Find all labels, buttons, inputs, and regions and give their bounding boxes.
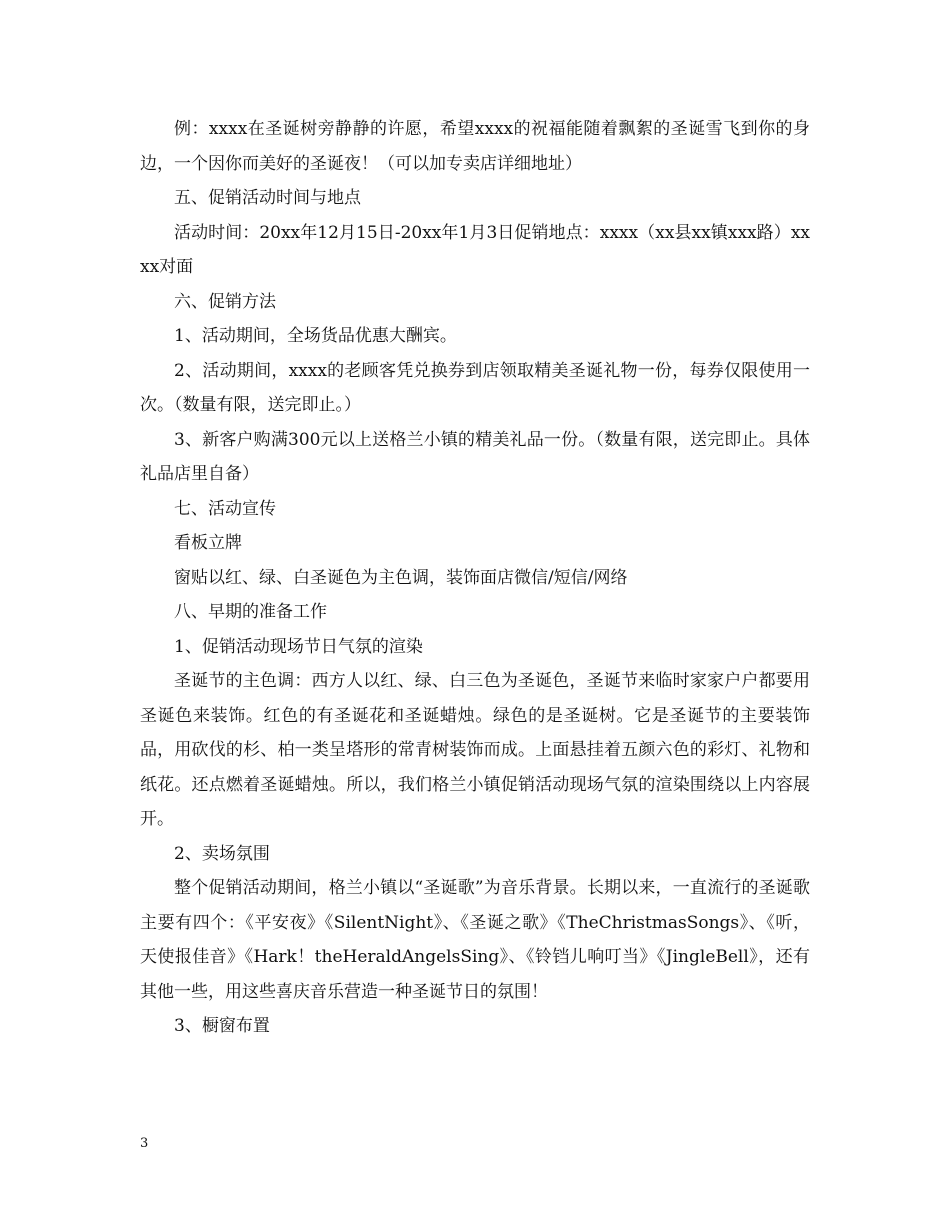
list-item-prep-1: 1、促销活动现场节日气氛的渲染 — [174, 636, 423, 657]
document-body — [140, 112, 810, 1044]
paragraph-christmas-songs: 整个促销活动期间，格兰小镇以“圣诞歌”为音乐背景。长期以来，一直流行的圣诞歌主要有四个：《平安夜》《SilentNight》、《圣诞之歌》《TheChristmasSongs》、《听，天使报佳音》《Hark！theHeraldAngelsSing》、《铃铛儿响叮当》《JingleBell》，还有其他一些，用这些喜庆音乐营造一种圣诞节日的氛围！ — [140, 878, 810, 1002]
list-item-method-2: 2、活动期间，xxxx的老顾客凭兑换券到店领取精美圣诞礼物一份，每券仅限使用一次。（数量有限，送完即止。） — [140, 360, 810, 415]
paragraph-signboard: 看板立牌 — [174, 533, 242, 553]
list-item-prep-3: 3、橱窗布置 — [174, 1016, 270, 1036]
list-item-method-1: 1、活动期间，全场货品优惠大酬宾。 — [174, 326, 457, 346]
list-item-method-3: 3、新客户购满300元以上送格兰小镇的精美礼品一份。（数量有限，送完即止。具体礼品店里自备） — [140, 429, 810, 484]
paragraph-time-location: 活动时间：20xx年12月15日-20xx年1月3日促销地点：xxxx（xx县xx镇xxx路）xxxx对面 — [140, 222, 810, 277]
paragraph-window-stickers: 窗贴以红、绿、白圣诞色为主色调，装饰面店微信/短信/网络 — [174, 567, 628, 588]
page-number: 3 — [140, 1136, 149, 1151]
list-item-prep-2: 2、卖场氛围 — [174, 843, 270, 864]
paragraph-example-wish: 例：xxxx在圣诞树旁静静的许愿，希望xxxx的祝福能随着飘絮的圣诞雪飞到你的身边，一个因你而美好的圣诞夜！（可以加专卖店详细地址） — [140, 119, 810, 174]
heading-section-6: 六、促销方法 — [174, 291, 276, 312]
heading-section-5: 五、促销活动时间与地点 — [174, 188, 361, 208]
heading-section-8: 八、早期的准备工作 — [174, 602, 327, 622]
paragraph-christmas-colors: 圣诞节的主色调：西方人以红、绿、白三色为圣诞色，圣诞节来临时家家户户都要用圣诞色来装饰。红色的有圣诞花和圣诞蜡烛。绿色的是圣诞树。它是圣诞节的主要装饰品，用砍伐的杉、柏一类呈塔形的常青树装饰而成。上面悬挂着五颜六色的彩灯、礼物和纸花。还点燃着圣诞蜡烛。所以，我们格兰小镇促销活动现场气氛的渲染围绕以上内容展开。 — [140, 671, 810, 829]
heading-section-7: 七、活动宣传 — [174, 498, 276, 519]
